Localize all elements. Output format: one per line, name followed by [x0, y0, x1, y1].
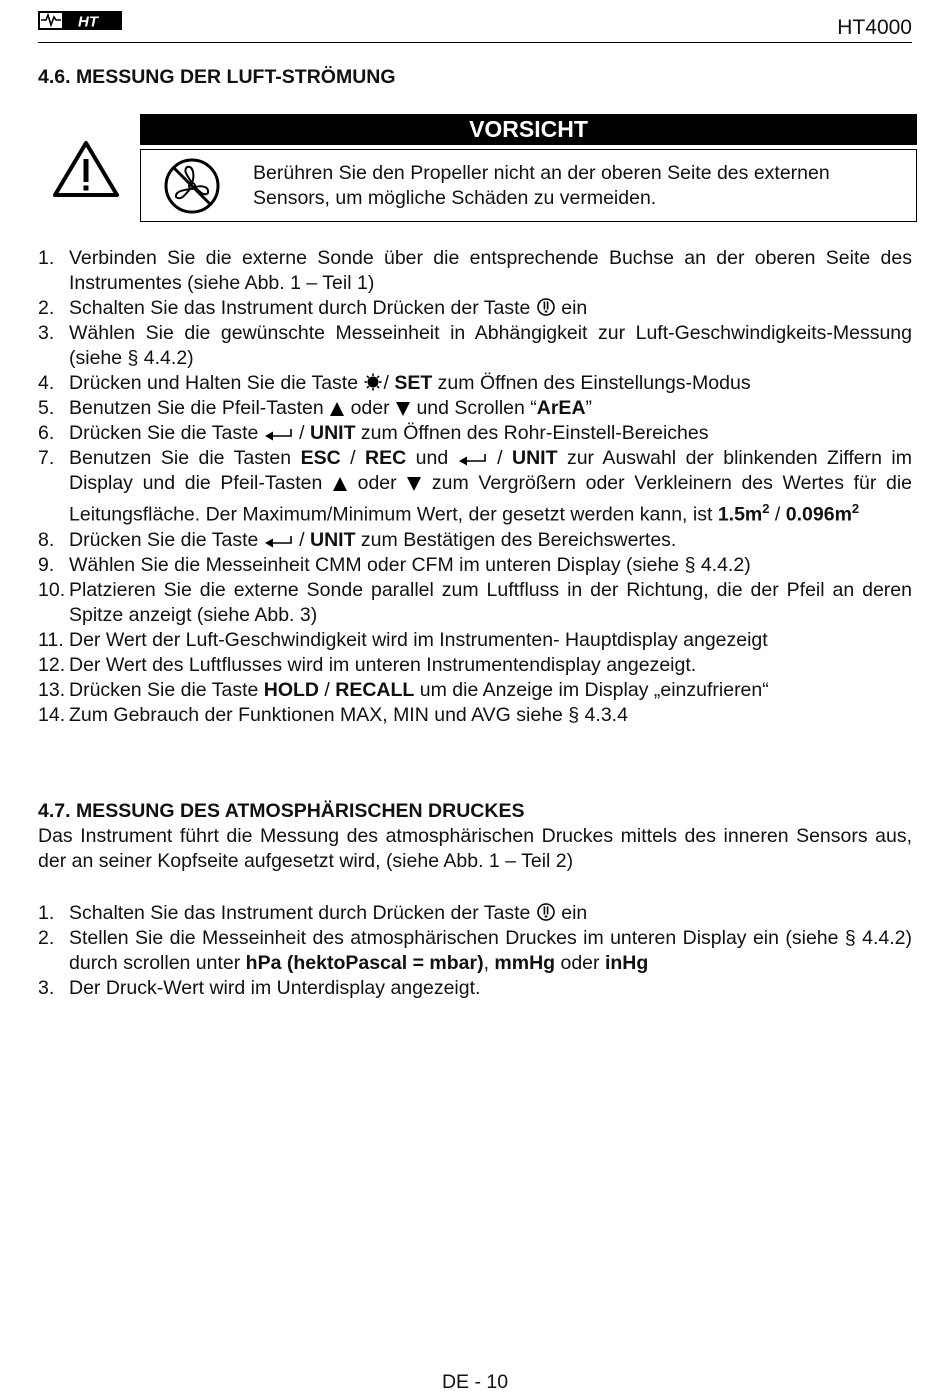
step-number: 2. [38, 927, 55, 949]
enter-icon [264, 426, 294, 442]
step-number: 3. [38, 977, 55, 999]
step-text: Drücken Sie die Taste [69, 678, 264, 701]
step-keyword: HOLD [263, 678, 319, 701]
arrow-up-icon [329, 401, 345, 417]
step-number: 2. [38, 297, 55, 319]
section-title-pressure: 4.7. MESSUNG DES ATMOSPHÄRISCHEN DRUCKES [38, 800, 525, 822]
step-number: 1. [38, 247, 55, 269]
enter-icon [264, 533, 294, 549]
step-text: Schalten Sie das Instrument durch Drücken der Taste [69, 297, 536, 319]
airflow-step [38, 703, 912, 728]
step-text: zum Öffnen des Einstellungs-Modus [432, 372, 751, 394]
logo-text: HT [78, 13, 98, 31]
step-text: oder [347, 472, 407, 494]
step-number: 10. [38, 578, 66, 601]
step-text: oder [555, 952, 605, 974]
airflow-step [38, 371, 912, 396]
section-title-airflow: 4.6. MESSUNG DER LUFT-STRÖMUNG [38, 66, 396, 88]
airflow-step [38, 628, 912, 653]
pressure-step [38, 926, 912, 976]
step-text: Schalten Sie das Instrument durch Drücken der Taste [69, 902, 536, 924]
step-text: Zum Gebrauch der Funktionen MAX, MIN und AVG siehe § 4.3.4 [69, 703, 628, 726]
caution-box [140, 149, 917, 222]
step-keyword: UNIT [512, 447, 558, 469]
step-text: zum Vergrößern oder Verkleinern des Wertes für die Leitungsfläche. Der Maximum/Minimum Wert, der gesetzt werden kann, ist [69, 472, 913, 526]
step-keyword: SET [394, 372, 433, 394]
airflow-step [38, 421, 912, 446]
step-number: 9. [38, 553, 55, 576]
arrow-down-icon [395, 401, 411, 417]
step-text: / [293, 422, 311, 444]
step-number: 4. [38, 372, 55, 394]
step-text: Der Druck-Wert wird im Unterdisplay angezeigt. [69, 977, 481, 999]
step-text: / [293, 528, 311, 551]
step-number: 11. [38, 628, 64, 651]
page-header [38, 10, 912, 43]
step-number: 13. [38, 678, 66, 701]
step-keyword: mmHg [494, 952, 556, 974]
step-text: und [406, 447, 458, 469]
step-keyword: inHg [604, 952, 649, 974]
step-text: ein [555, 297, 588, 319]
ht-logo [38, 10, 124, 32]
step-keyword: 1.5m [717, 503, 763, 526]
airflow-step [38, 678, 912, 703]
step-keyword: ESC [300, 447, 341, 469]
step-text: Benutzen Sie die Tasten [69, 447, 301, 469]
step-text: Der Wert des Luftflusses wird im unteren Instrumentendisplay angezeigt. [69, 653, 697, 676]
arrow-up-icon [332, 476, 348, 492]
airflow-step [38, 553, 912, 578]
airflow-step [38, 528, 912, 553]
step-text: / [383, 372, 395, 394]
step-text: / [487, 447, 512, 469]
step-keyword: RECALL [335, 678, 415, 701]
step-text: / [319, 678, 336, 701]
no-propeller-touch-icon [163, 157, 221, 215]
pressure-step [38, 901, 912, 926]
step-keyword: 2 [762, 501, 770, 516]
step-number: 12. [38, 653, 66, 676]
airflow-step [38, 396, 912, 421]
step-text: Verbinden Sie die externe Sonde über die entsprechende Buchse an der oberen Seite des Instrumentes (siehe Abb. 1 – Teil 1) [69, 247, 912, 294]
airflow-step [38, 296, 912, 321]
superscript [762, 501, 769, 516]
step-keyword: UNIT [310, 422, 356, 444]
step-text: um die Anzeige im Display „einzufrieren“ [414, 678, 769, 701]
arrow-down-icon [406, 476, 422, 492]
step-text: Platzieren Sie die externe Sonde parallel zum Luftfluss in der Richtung, die der Pfeil an deren Spitze anzeigt (siehe Abb. 3) [69, 578, 912, 626]
step-keyword: 0.096m [785, 503, 852, 526]
enter-icon [458, 451, 488, 467]
step-text: / [769, 503, 786, 526]
pressure-step [38, 976, 912, 1001]
backlight-icon [363, 372, 383, 392]
step-keyword: REC [365, 447, 407, 469]
page-number: DE - 10 [441, 1371, 509, 1393]
caution-text: Berühren Sie den Propeller nicht an der oberen Seite des externen Sensors, um mögliche Schäden zu vermeiden. [253, 162, 830, 209]
step-text: oder [345, 397, 396, 419]
superscript [852, 501, 859, 516]
airflow-steps-list [38, 246, 912, 728]
step-text: zum Öffnen des Rohr-Einstell-Bereiches [355, 422, 709, 444]
power-icon [536, 902, 556, 922]
step-text: , [483, 952, 495, 974]
step-number: 1. [38, 902, 55, 924]
step-number: 7. [38, 447, 55, 469]
step-text: Wählen Sie die Messeinheit CMM oder CFM im unteren Display (siehe § 4.4.2) [69, 553, 751, 576]
step-keyword: 2 [851, 501, 860, 516]
step-text: Benutzen Sie die Pfeil-Tasten [69, 397, 330, 419]
step-text: Drücken Sie die Taste [69, 422, 264, 444]
step-number: 5. [38, 397, 55, 419]
step-number: 3. [38, 322, 55, 344]
step-text: Der Wert der Luft-Geschwindigkeit wird im Instrumenten- Hauptdisplay angezeigt [69, 628, 768, 651]
step-text: und Scrollen “ [411, 397, 537, 419]
step-keyword: hPa (hektoPascal = mbar) [245, 952, 484, 974]
step-text: zum Bestätigen des Bereichswertes. [355, 528, 677, 551]
step-number: 6. [38, 422, 55, 444]
step-text: ein [555, 902, 588, 924]
step-text: Drücken und Halten Sie die Taste [69, 372, 364, 394]
step-keyword: UNIT [310, 528, 356, 551]
document-id: HT4000 [837, 16, 912, 39]
step-text: zur Auswahl der blinkenden Ziffern im Display und die Pfeil-Tasten [69, 447, 912, 494]
step-text: Stellen Sie die Messeinheit des atmosphärischen Druckes im unteren Display ein (siehe § 4.4.2) durch scrollen unter [69, 927, 912, 974]
airflow-step [38, 446, 912, 528]
step-keyword: ArEA [536, 397, 586, 419]
power-icon [536, 297, 556, 317]
step-text: Drücken Sie die Taste [69, 528, 264, 551]
step-number: 14. [38, 703, 66, 726]
pressure-steps-list [38, 901, 912, 1001]
airflow-step [38, 653, 912, 678]
airflow-step [38, 578, 912, 628]
step-text: Wählen Sie die gewünschte Messeinheit in Abhängigkeit zur Luft-Geschwindigkeits-Messung (siehe § 4.4.2) [69, 322, 912, 369]
airflow-step [38, 246, 912, 296]
caution-title: VORSICHT [140, 114, 917, 145]
step-text: ” [585, 397, 593, 419]
pressure-intro: Das Instrument führt die Messung des atmosphärischen Druckes mittels des inneren Sensors aus, der an seiner Kopfseite aufgesetzt wird, (siehe Abb. 1 – Teil 2) [38, 825, 912, 872]
step-number: 8. [38, 528, 55, 551]
airflow-step [38, 321, 912, 371]
step-text: / [340, 447, 366, 469]
warning-triangle-icon [52, 140, 120, 198]
